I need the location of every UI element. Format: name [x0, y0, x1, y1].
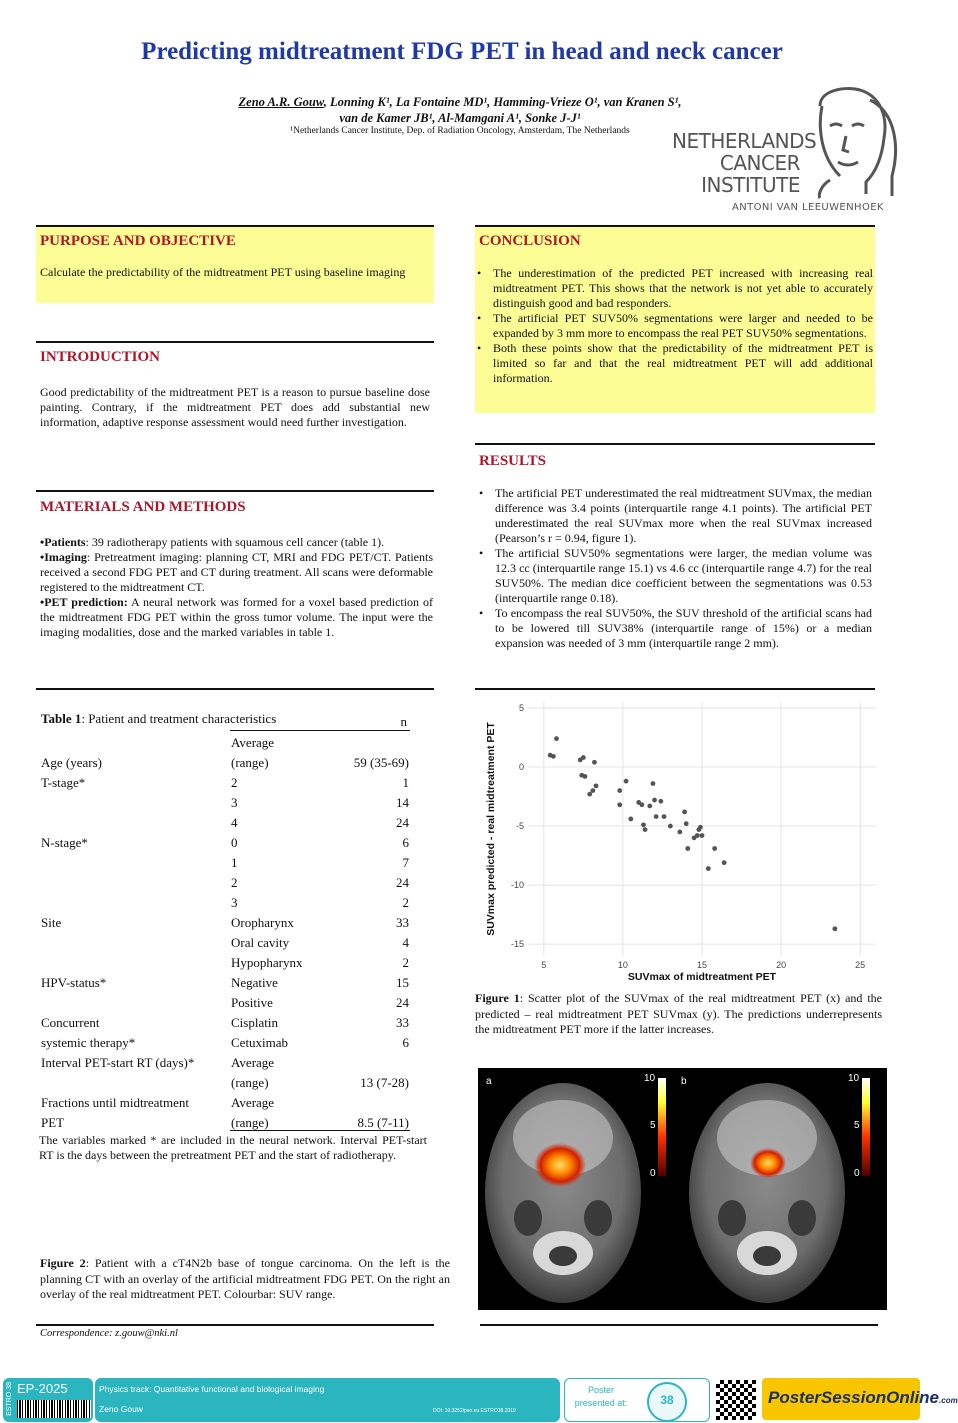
table-cell-category: (range) [231, 1075, 269, 1090]
table-row [39, 891, 411, 911]
colorbar-a-mid: 5 [650, 1120, 656, 1131]
brand-part-1: Poster [768, 1388, 821, 1407]
table-cell-n: 14 [396, 795, 409, 810]
colorbar-b-max: 10 [848, 1073, 860, 1084]
table-cell-label [39, 871, 229, 891]
table-row [39, 951, 411, 971]
logo-line-3: INSTITUTE [701, 173, 800, 197]
table-cell-category: 4 [231, 815, 238, 830]
data-point [832, 926, 837, 931]
table-cell-label [39, 951, 229, 971]
correspondence: Correspondence: z.gouw@nki.nl [40, 1328, 178, 1339]
table-row [39, 791, 411, 811]
methods-label-patients: •Patients [40, 535, 86, 549]
results-item-2: • The artificial SUV50% segmentations were larger, the median volume was 12.3 cc (interquartile range 15.1) vs 4.6 cc (interquartile range 4.7) for the real SUV50%. The median dice coefficient between the segmentations was 0.53 (interquartile range 0.18). [495, 546, 872, 606]
results-item-3: • To encompass the real SUV50%, the SUV threshold of the artificial scans had to be lowered till SUV38% (interquartile range of 15%) or a median expansion was needed of 3 mm (interquartile range 2 mm). [495, 606, 872, 651]
divider [36, 1324, 434, 1326]
table-cell-category: 2 [231, 875, 238, 890]
table-cell-label: Concurrent [41, 1015, 100, 1030]
table1-note: The variables marked * are included in the neural network. Interval PET-start RT is the days between the pretreatment PET and the start of radiotherapy. [39, 1133, 427, 1162]
introduction-text: Good predictability of the midtreatment PET is a reason to pursue baseline dose painting. Contrary, if the midtreatment PET does add substantial new information, adaptive response assessment would need further investigation. [40, 385, 430, 429]
x-axis-label: SUVmax of midtreatment PET [627, 971, 777, 983]
data-point [712, 846, 717, 851]
y-tick-label: -10 [510, 880, 524, 891]
table-cell-category: Average [231, 1095, 275, 1110]
panel-a-label: a [486, 1076, 492, 1087]
table-cell-n: 8.5 (7-11) [357, 1115, 409, 1130]
divider [36, 688, 434, 690]
colorbar-b-min: 0 [854, 1168, 860, 1179]
footer-author: Zeno Gouw [99, 1404, 143, 1414]
table-cell-label [39, 851, 229, 871]
table1-caption [41, 711, 411, 727]
table-cell-category: 2 [231, 775, 238, 790]
data-point [551, 754, 556, 759]
data-point [698, 825, 703, 830]
methods-label-imaging: •Imaging [40, 550, 87, 564]
table-cell-n [321, 1091, 411, 1111]
divider [475, 688, 875, 690]
figure1-caption [475, 991, 882, 1038]
x-tick-label: 10 [617, 960, 628, 970]
methods-text [40, 535, 433, 640]
table-cell-n [321, 1051, 411, 1071]
data-point [684, 821, 689, 826]
results-list [495, 486, 872, 651]
scatter-plot [478, 698, 883, 983]
brand-part-2: SessionOnline [820, 1388, 940, 1407]
table-cell-category: Hypopharynx [231, 955, 303, 970]
data-point [651, 781, 656, 786]
table-cell-n: 24 [396, 875, 409, 890]
table-cell-label: HPV-status* [41, 975, 107, 990]
footer-side-code: ESTRO 38 [6, 1382, 13, 1416]
results-item-1: • The artificial PET underestimated the real midtreatment SUVmax, the median difference was 3.4 points (interquartile range 4.1 points). The artificial PET underestimated the real SUVmax more when the real SUVmax increased (Pearson’s r = 0.94, figure 1). [495, 486, 872, 546]
data-point [685, 846, 690, 851]
y-tick-label: -5 [515, 821, 524, 832]
author-list [200, 94, 720, 126]
y-tick-label: 5 [518, 702, 524, 713]
data-point [554, 736, 559, 741]
table-cell-category: Average [231, 1055, 275, 1070]
ct-scan-image [478, 1068, 887, 1310]
affiliation: ¹Netherlands Cancer Institute, Dep. of Radiation Oncology, Amsterdam, The Netherlands [290, 126, 630, 136]
data-point [706, 866, 711, 871]
conclusion-heading: CONCLUSION [479, 233, 581, 249]
table-row [39, 991, 411, 1011]
colorbar-b-mid: 5 [854, 1120, 860, 1131]
data-point [590, 788, 595, 793]
table-row [39, 871, 411, 891]
data-point [643, 827, 648, 832]
x-tick-label: 15 [696, 960, 708, 970]
data-point [617, 788, 622, 793]
figure2-caption [40, 1256, 450, 1303]
x-tick-label: 5 [541, 960, 547, 970]
table-row [39, 731, 411, 751]
table-cell-label [39, 811, 229, 831]
table-cell-label: Site [41, 915, 62, 930]
table-cell-label [39, 1071, 229, 1091]
y-tick-label: -15 [510, 939, 524, 950]
divider [36, 490, 434, 492]
data-point [592, 760, 597, 765]
results-heading: RESULTS [479, 453, 546, 469]
table-cell-label [39, 731, 229, 751]
table-cell-label: Age (years) [41, 755, 102, 770]
patient-table [39, 731, 411, 1131]
methods-patients-text: : 39 radiotherapy patients with squamous cell cancer (table 1). [85, 535, 385, 549]
table-row [39, 931, 411, 951]
table-cell-n: 6 [402, 835, 409, 850]
table-cell-n: 6 [402, 1035, 409, 1050]
introduction-heading: INTRODUCTION [40, 349, 161, 365]
table-cell-category: Cisplatin [231, 1015, 278, 1030]
data-point [662, 814, 667, 819]
table-cell-n: 33 [396, 915, 409, 930]
data-point [700, 833, 705, 838]
table1-caption-text: : Patient and treatment characteristics [81, 711, 277, 726]
table-cell-n: 33 [396, 1015, 409, 1030]
footer-presented-2: presented at: [574, 1398, 628, 1408]
table1-n-header: n [400, 714, 407, 729]
table-row [39, 971, 411, 991]
data-point [581, 755, 586, 760]
purpose-text: Calculate the predictability of the midtreatment PET using baseline imaging [40, 265, 406, 279]
table-cell-n [321, 731, 411, 751]
data-point [682, 809, 687, 814]
table-cell-n: 24 [396, 815, 409, 830]
x-tick-label: 25 [855, 960, 866, 970]
barcode-icon [17, 1400, 91, 1418]
colorbar-a-min: 0 [650, 1168, 656, 1179]
y-tick-label: 0 [518, 761, 524, 772]
logo-line-4: ANTONI VAN LEEUWENHOEK [732, 202, 884, 213]
table-cell-category: Negative [231, 975, 278, 990]
methods-imaging-text: : Pretreatment imaging: planning CT, MRI and FDG PET/CT. Patients received a second FDG PET and CT during treatment. All scans were deformable registered to the midtreatment CT. [40, 550, 433, 594]
table-cell-label: Interval PET-start RT (days)* [41, 1055, 195, 1070]
table-cell-n: 2 [402, 895, 409, 910]
colorbar-a-max: 10 [644, 1073, 656, 1084]
purpose-heading: PURPOSE AND OBJECTIVE [40, 233, 236, 249]
table-cell-n: 4 [402, 935, 409, 950]
logo-line-1: NETHERLANDS [672, 129, 817, 153]
figure1-caption-text: : Scatter plot of the SUVmax of the real midtreatment PET (x) and the predicted – real midtreatment PET SUVmax (y). The predictions underrepresents the midtreatment PET more if the latter increases. [475, 991, 882, 1036]
table-cell-category: 3 [231, 895, 238, 910]
footer-brand [768, 1388, 958, 1408]
data-point [628, 817, 633, 822]
table-cell-category: 3 [231, 795, 238, 810]
table-cell-category: Cetuximab [231, 1035, 289, 1050]
brand-part-3: .com [939, 1396, 958, 1405]
panel-b-label: b [681, 1076, 687, 1087]
methods-prediction-text: A neural network was formed for a voxel based prediction of the midtreatment FDG PET within the gross tumor volume. The input were the imaging modalities, dose and the marked variables in table 1. [40, 595, 433, 639]
table-cell-label: PET [41, 1115, 65, 1130]
footer-code: EP-2025 [17, 1381, 68, 1396]
table-cell-category: 0 [231, 835, 238, 850]
table-cell-category: Oral cavity [231, 935, 290, 950]
figure2-image [478, 1068, 887, 1310]
estro-badge-icon [647, 1382, 687, 1422]
colorbar-a [658, 1078, 666, 1176]
table-cell-category: Positive [231, 995, 273, 1010]
divider [36, 341, 434, 343]
divider [475, 443, 875, 445]
table-row [39, 831, 411, 851]
table-row [39, 1011, 411, 1031]
data-point [658, 799, 663, 804]
data-point [624, 779, 629, 784]
footer-doi: DOI: 10.3252/pso.eu.ESTRO38.2019 [433, 1408, 516, 1414]
table-cell-n: 2 [402, 955, 409, 970]
authors-rest: , Lonning K¹, La Fontaine MD¹, Hamming-Vrieze O¹, van Kranen S¹, [323, 95, 682, 109]
table-cell-label [39, 991, 229, 1011]
presenting-author: Zeno A.R. Gouw [238, 95, 324, 109]
table-row [39, 911, 411, 931]
table-row [39, 851, 411, 871]
table-row [39, 811, 411, 831]
table-row [39, 1111, 411, 1131]
table-cell-n: 1 [402, 775, 409, 790]
authors-line2: van de Kamer JB¹, Al-Mamgani A¹, Sonke J-J¹ [339, 111, 581, 125]
footer-brand-box[interactable] [762, 1378, 958, 1420]
table-cell-category: Oropharynx [231, 915, 294, 930]
methods-label-prediction: •PET prediction: [40, 595, 128, 609]
purpose-section [36, 227, 434, 303]
y-axis-label: SUVmax predicted - real midtreatment PET [485, 722, 497, 936]
table-row [39, 1031, 411, 1051]
footer-code-box [3, 1378, 93, 1422]
footer-presented: Poster [587, 1385, 614, 1395]
data-point [641, 822, 646, 827]
data-point [722, 860, 727, 865]
figure2-caption-text: : Patient with a cT4N2b base of tongue carcinoma. On the left is the planning CT with an overlay of the artificial midtreatment FDG PET. On the right an overlay of the real midtreatment PET. Colourbar: SUV range. [40, 1256, 450, 1301]
logo-line-2: CANCER [719, 151, 800, 175]
table-cell-label: systemic therapy* [41, 1035, 136, 1050]
conclusion-section [475, 227, 875, 413]
footer-track: Physics track: Quantitative functional and biological imaging [99, 1384, 325, 1394]
table-row [39, 1051, 411, 1071]
table-row [39, 1071, 411, 1091]
data-point [668, 824, 673, 829]
table-row [39, 751, 411, 771]
table-cell-category: (range) [231, 1115, 269, 1130]
footer-presented-box [564, 1378, 710, 1422]
table-cell-label [39, 791, 229, 811]
panel-a [485, 1083, 641, 1303]
table-cell-label: N-stage* [41, 835, 88, 850]
table1-label: Table 1 [41, 711, 82, 726]
table-cell-category: 1 [231, 855, 238, 870]
data-point [639, 802, 644, 807]
table-cell-category: (range) [231, 755, 269, 770]
data-point [617, 802, 622, 807]
data-point [594, 783, 599, 788]
table-cell-label [39, 931, 229, 951]
panel-b [689, 1083, 845, 1303]
table-cell-category: Average [231, 735, 275, 750]
divider [480, 1324, 878, 1326]
qr-code-icon[interactable] [716, 1380, 756, 1420]
poster-title: Predicting midtreatment FDG PET in head and neck cancer [141, 38, 783, 65]
data-point [695, 833, 700, 838]
table-cell-n: 59 (35-69) [353, 755, 409, 770]
table-cell-label [39, 891, 229, 911]
data-point [677, 830, 682, 835]
table-cell-n: 15 [396, 975, 409, 990]
conclusion-item-1: • The underestimation of the predicted PET increased with increasing real midtreatment PET. This shows that the network is not yet able to accurately distinguish good and bad responders. [493, 266, 873, 311]
data-point [647, 804, 652, 809]
table-cell-n: 24 [396, 995, 409, 1010]
figure1-label: Figure 1 [475, 991, 520, 1005]
data-point [583, 774, 588, 779]
table-rule [230, 1130, 410, 1131]
institute-logo [670, 86, 910, 216]
colorbar-b [862, 1078, 870, 1176]
figure2-label: Figure 2 [40, 1256, 86, 1270]
table-cell-n: 7 [402, 855, 409, 870]
conclusion-item-3: • Both these points show that the predictability of the midtreatment PET is limited so far and that the real midtreatment PET will add additional information. [493, 341, 873, 386]
table-cell-label: T-stage* [41, 775, 86, 790]
table-cell-n: 13 (7-28) [360, 1075, 409, 1090]
footer [0, 1376, 958, 1423]
x-tick-label: 20 [776, 960, 787, 970]
table-row [39, 1091, 411, 1111]
table-row [39, 771, 411, 791]
data-point [654, 814, 659, 819]
data-point [652, 798, 657, 803]
conclusion-item-2: • The artificial PET SUV50% segmentations were larger and needed to be expanded by 3 mm more to encompass the real PET SUV50% segmentations. [493, 311, 873, 341]
methods-heading: MATERIALS AND METHODS [40, 499, 246, 515]
table-cell-label: Fractions until midtreatment [41, 1095, 190, 1110]
estro-badge-number: 38 [660, 1393, 674, 1407]
footer-track-box [95, 1378, 560, 1422]
